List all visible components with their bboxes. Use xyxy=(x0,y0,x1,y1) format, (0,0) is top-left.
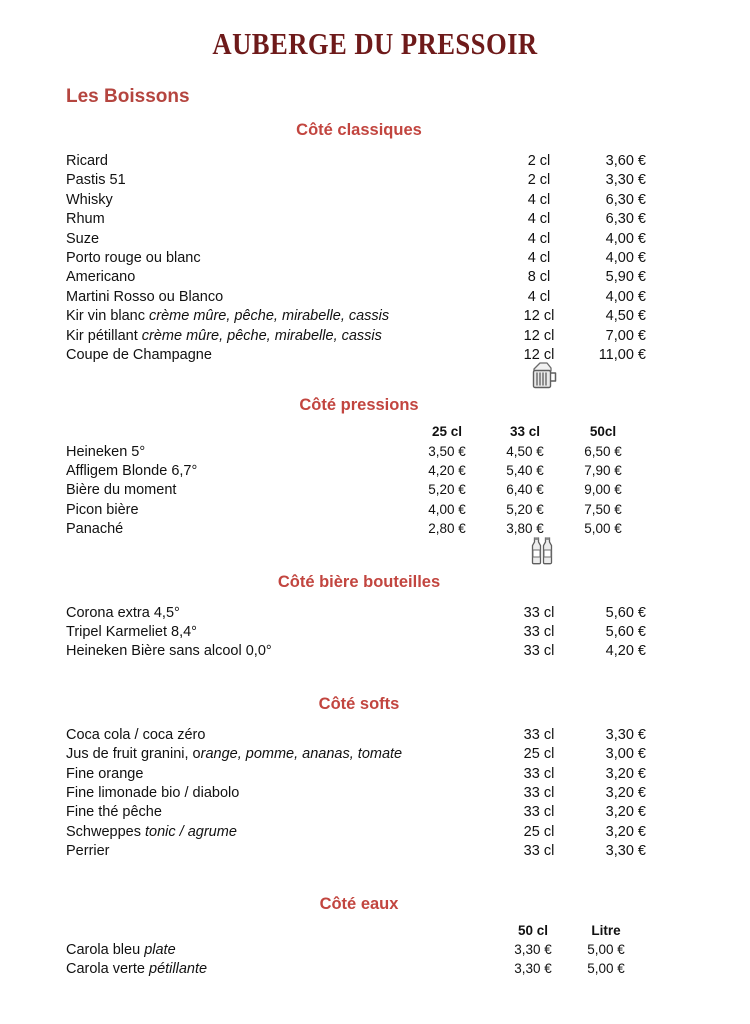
menu-row xyxy=(66,211,646,230)
restaurant-title: AUBERGE DU PRESSOIR xyxy=(212,26,538,61)
item-price: 4,20 € xyxy=(605,643,646,660)
section-heading-softs: Côté softs xyxy=(318,694,400,713)
item-price: 5,60 € xyxy=(605,604,646,621)
item-volume: 25 cl xyxy=(523,746,555,763)
column-header: 25 cl xyxy=(431,424,463,440)
column-header-row xyxy=(66,424,646,443)
menu-row xyxy=(66,961,646,980)
item-volume: 8 cl xyxy=(527,269,551,286)
item-name-text: Ricard xyxy=(66,153,108,169)
spacer xyxy=(0,714,750,727)
item-name-text: Corona extra 4,5° xyxy=(66,604,180,621)
item-price: 3,20 € xyxy=(605,804,646,821)
item-name-text: Schweppes xyxy=(66,823,145,840)
menu-row xyxy=(66,463,646,482)
item-volume: 12 cl xyxy=(523,327,555,344)
item-name-text: Kir pétillant xyxy=(66,327,142,344)
menu-row xyxy=(66,605,646,624)
item-name xyxy=(66,482,408,501)
pressions-table xyxy=(66,424,646,540)
item-price-25cl: 3,50 € xyxy=(428,443,466,459)
item-name-text: Perrier xyxy=(66,843,110,860)
item-description: pétillante xyxy=(149,961,208,978)
item-name xyxy=(66,624,500,643)
item-name xyxy=(66,192,500,211)
column-header: 50cl xyxy=(589,424,617,440)
item-name xyxy=(66,308,500,327)
item-price-33cl: 5,20 € xyxy=(506,501,544,517)
item-price: 6,30 € xyxy=(605,211,646,228)
item-name-text: Jus de fruit granini, o xyxy=(66,746,201,763)
item-name xyxy=(66,250,500,269)
menu-row xyxy=(66,824,646,843)
item-name-text: Kir vin blanc xyxy=(66,308,150,325)
section-heading-classiques: Côté classiques xyxy=(296,121,422,139)
item-name-text: Heineken 5° xyxy=(66,443,146,460)
item-volume: 4 cl xyxy=(527,230,551,247)
item-name-text: Panaché xyxy=(66,521,124,538)
section-heading-bouteilles-label: Côté bière bouteilles xyxy=(277,572,441,591)
spacer xyxy=(0,415,750,424)
item-name-text: Affligem Blonde 6,7° xyxy=(66,463,198,480)
item-price-50cl: 3,30 € xyxy=(514,961,552,977)
item-name-text: Carola verte xyxy=(66,961,150,978)
item-volume: 33 cl xyxy=(523,726,555,743)
item-name xyxy=(66,211,500,230)
item-volume: 2 cl xyxy=(527,153,551,169)
item-name-text: Porto rouge ou blanc xyxy=(66,249,201,266)
column-header-blank xyxy=(66,424,408,443)
item-volume: 25 cl xyxy=(523,823,555,840)
item-name-text: Fine limonade bio / diabolo xyxy=(66,784,240,801)
classiques-table xyxy=(66,153,646,366)
item-price: 4,50 € xyxy=(605,308,646,325)
item-name-text: Picon bière xyxy=(66,501,139,518)
item-volume: 33 cl xyxy=(523,804,555,821)
item-name xyxy=(66,328,500,347)
item-price: 6,30 € xyxy=(605,191,646,208)
item-name-text: Bière du moment xyxy=(66,482,177,499)
section-heading-eaux: Côté eaux xyxy=(319,894,399,913)
item-price-25cl: 5,20 € xyxy=(428,482,466,498)
menu-row xyxy=(66,746,646,765)
item-price-25cl: 4,00 € xyxy=(428,501,466,517)
spacer xyxy=(0,140,750,153)
item-price: 5,60 € xyxy=(605,624,646,641)
item-name xyxy=(66,153,500,172)
item-volume: 33 cl xyxy=(523,784,555,801)
item-price: 4,00 € xyxy=(605,230,646,247)
item-name-text: Rhum xyxy=(66,211,105,228)
item-price: 11,00 € xyxy=(598,346,646,363)
item-price: 4,00 € xyxy=(605,288,646,305)
item-name-text: Coupe de Champagne xyxy=(66,346,212,363)
item-name xyxy=(66,231,500,250)
menu-row xyxy=(66,231,646,250)
item-name xyxy=(66,289,500,308)
item-price: 3,20 € xyxy=(605,765,646,782)
item-price-50cl: 3,30 € xyxy=(514,941,552,957)
item-volume: 33 cl xyxy=(523,624,555,641)
menu-row xyxy=(66,269,646,288)
item-price: 3,60 € xyxy=(605,153,646,169)
item-price-50cl: 7,90 € xyxy=(584,463,622,479)
item-description: crème mûre, pêche, mirabelle, cassis xyxy=(141,327,382,344)
menu-row xyxy=(66,192,646,211)
column-header: 33 cl xyxy=(509,424,541,440)
item-name xyxy=(66,961,494,980)
spacer xyxy=(0,914,750,923)
item-name-text: Suze xyxy=(66,230,100,247)
item-price-litre: 5,00 € xyxy=(587,961,625,977)
item-price-litre: 5,00 € xyxy=(587,941,625,957)
item-name xyxy=(66,766,500,785)
item-name xyxy=(66,502,408,521)
item-name xyxy=(66,643,500,662)
item-name-text: Whisky xyxy=(66,191,113,208)
item-price-33cl: 5,40 € xyxy=(506,463,544,479)
item-name xyxy=(66,444,408,463)
item-description: crème mûre, pêche, mirabelle, cassis xyxy=(149,308,390,325)
item-name xyxy=(66,347,500,366)
item-name xyxy=(66,727,500,746)
item-volume: 4 cl xyxy=(527,249,551,266)
menu-row xyxy=(66,766,646,785)
item-volume: 12 cl xyxy=(523,308,555,325)
bouteilles-table xyxy=(66,605,646,663)
item-price-50cl: 7,50 € xyxy=(584,501,622,517)
item-volume: 33 cl xyxy=(523,765,555,782)
section-heading-pressions-label: Côté pressions xyxy=(299,396,419,415)
beer-bottles-icon xyxy=(526,535,566,569)
menu-row xyxy=(66,843,646,862)
item-price: 3,30 € xyxy=(605,726,646,743)
item-name-text: Coca cola / coca zéro xyxy=(66,726,206,743)
item-volume: 4 cl xyxy=(527,191,551,208)
item-name xyxy=(66,463,408,482)
item-price-33cl: 6,40 € xyxy=(506,482,544,498)
item-name xyxy=(66,172,500,191)
item-description: plate xyxy=(144,941,176,958)
menu-title: Les Boissons xyxy=(66,86,190,107)
item-price: 3,30 € xyxy=(605,843,646,860)
menu-row xyxy=(66,624,646,643)
menu-row xyxy=(66,444,646,463)
item-price: 3,20 € xyxy=(605,823,646,840)
item-volume: 4 cl xyxy=(527,211,551,228)
item-name-text: Carola bleu xyxy=(66,941,145,958)
eaux-table xyxy=(66,923,646,981)
item-price-33cl: 4,50 € xyxy=(506,443,544,459)
item-description: tonic / agrume xyxy=(145,823,237,840)
item-name-text: Fine orange xyxy=(66,765,144,782)
item-name xyxy=(66,843,500,862)
item-price: 3,20 € xyxy=(605,784,646,801)
item-price-25cl: 4,20 € xyxy=(428,463,466,479)
item-name xyxy=(66,746,500,765)
menu-row xyxy=(66,804,646,823)
item-price: 3,00 € xyxy=(605,746,646,763)
menu-row xyxy=(66,643,646,662)
item-volume: 33 cl xyxy=(523,604,555,621)
item-volume: 12 cl xyxy=(523,346,555,363)
item-price-50cl: 6,50 € xyxy=(584,443,622,459)
menu-row xyxy=(66,250,646,269)
section-heading-bouteilles xyxy=(54,541,664,592)
item-name xyxy=(66,804,500,823)
item-description: range, pomme, ananas, tomate xyxy=(200,746,403,763)
item-name xyxy=(66,605,500,624)
column-header: Litre xyxy=(591,922,621,938)
menu-row xyxy=(66,153,646,172)
item-price: 5,90 € xyxy=(605,269,646,286)
menu-row xyxy=(66,482,646,501)
item-price: 7,00 € xyxy=(605,327,646,344)
menu-row xyxy=(66,328,646,347)
item-name-text: Americano xyxy=(66,269,136,286)
item-name-text: Tripel Karmeliet 8,4° xyxy=(66,624,197,641)
item-volume: 2 cl xyxy=(527,172,551,189)
softs-table xyxy=(66,727,646,863)
menu-row xyxy=(66,502,646,521)
column-header-row xyxy=(66,923,646,942)
item-price-33cl: 3,80 € xyxy=(506,521,544,537)
column-header-blank xyxy=(66,923,494,942)
item-name xyxy=(66,521,408,540)
item-name-text: Pastis 51 xyxy=(66,172,126,189)
item-price: 4,00 € xyxy=(605,249,646,266)
item-volume: 33 cl xyxy=(523,843,555,860)
item-name xyxy=(66,269,500,288)
item-price-25cl: 2,80 € xyxy=(428,521,466,537)
menu-row xyxy=(66,727,646,746)
item-volume: 33 cl xyxy=(523,643,555,660)
item-name-text: Heineken Bière sans alcool 0,0° xyxy=(66,643,272,660)
menu-row xyxy=(66,942,646,961)
item-name xyxy=(66,942,494,961)
item-price: 3,30 € xyxy=(605,172,646,189)
spacer xyxy=(0,592,750,605)
menu-row xyxy=(66,308,646,327)
menu-row xyxy=(66,172,646,191)
menu-row xyxy=(66,289,646,308)
item-name xyxy=(66,824,500,843)
beer-mug-icon xyxy=(526,360,566,394)
section-heading-pressions xyxy=(54,366,664,415)
column-header: 50 cl xyxy=(517,922,549,938)
menu-row xyxy=(66,785,646,804)
item-price-50cl: 5,00 € xyxy=(584,521,622,537)
item-price-50cl: 9,00 € xyxy=(584,482,622,498)
item-name xyxy=(66,785,500,804)
item-name-text: Fine thé pêche xyxy=(66,804,162,821)
item-volume: 4 cl xyxy=(527,288,551,305)
item-name-text: Martini Rosso ou Blanco xyxy=(66,288,224,305)
